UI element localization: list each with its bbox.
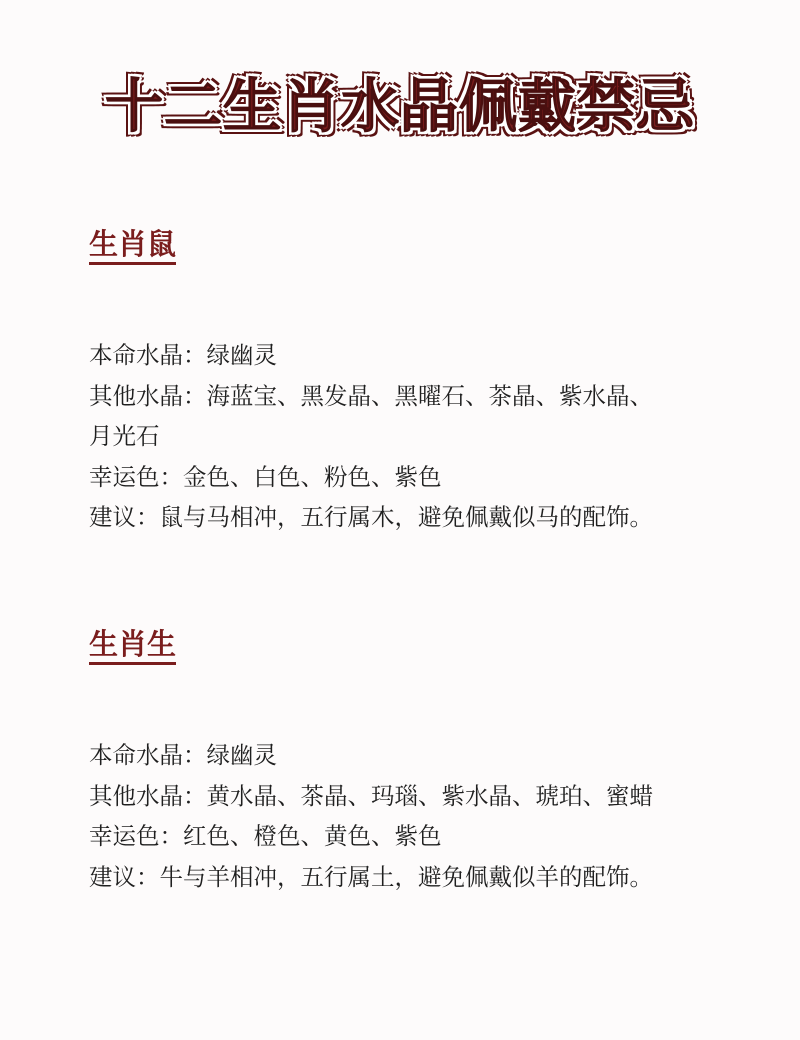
section-lines xyxy=(89,735,769,897)
section-heading: 生肖生 xyxy=(89,626,176,665)
text-line: 月光石 xyxy=(89,422,160,450)
text-line: 建议：牛与羊相冲，五行属土，避免佩戴似羊的配饰。 xyxy=(89,862,653,891)
text-line: 本命水晶：绿幽灵 xyxy=(89,341,277,369)
text-line: 本命水晶：绿幽灵 xyxy=(89,741,277,769)
section-lines xyxy=(89,335,769,538)
section-rat xyxy=(89,226,769,538)
text-line: 其他水晶：海蓝宝、黑发晶、黑曜石、茶晶、紫水晶、 xyxy=(89,381,653,410)
text-line: 其他水晶：黄水晶、茶晶、玛瑙、紫水晶、琥珀、蜜蜡 xyxy=(89,781,653,810)
section-heading: 生肖鼠 xyxy=(89,226,176,265)
title-container xyxy=(0,66,800,146)
text-line: 幸运色：红色、橙色、黄色、紫色 xyxy=(89,822,442,850)
text-line: 幸运色：金色、白色、粉色、紫色 xyxy=(89,462,442,491)
text-line: 建议：鼠与马相冲，五行属木，避免佩戴似马的配饰。 xyxy=(89,503,653,531)
section-ox xyxy=(89,626,769,897)
page-title: 十二生肖水晶佩戴禁忌 xyxy=(104,72,695,140)
